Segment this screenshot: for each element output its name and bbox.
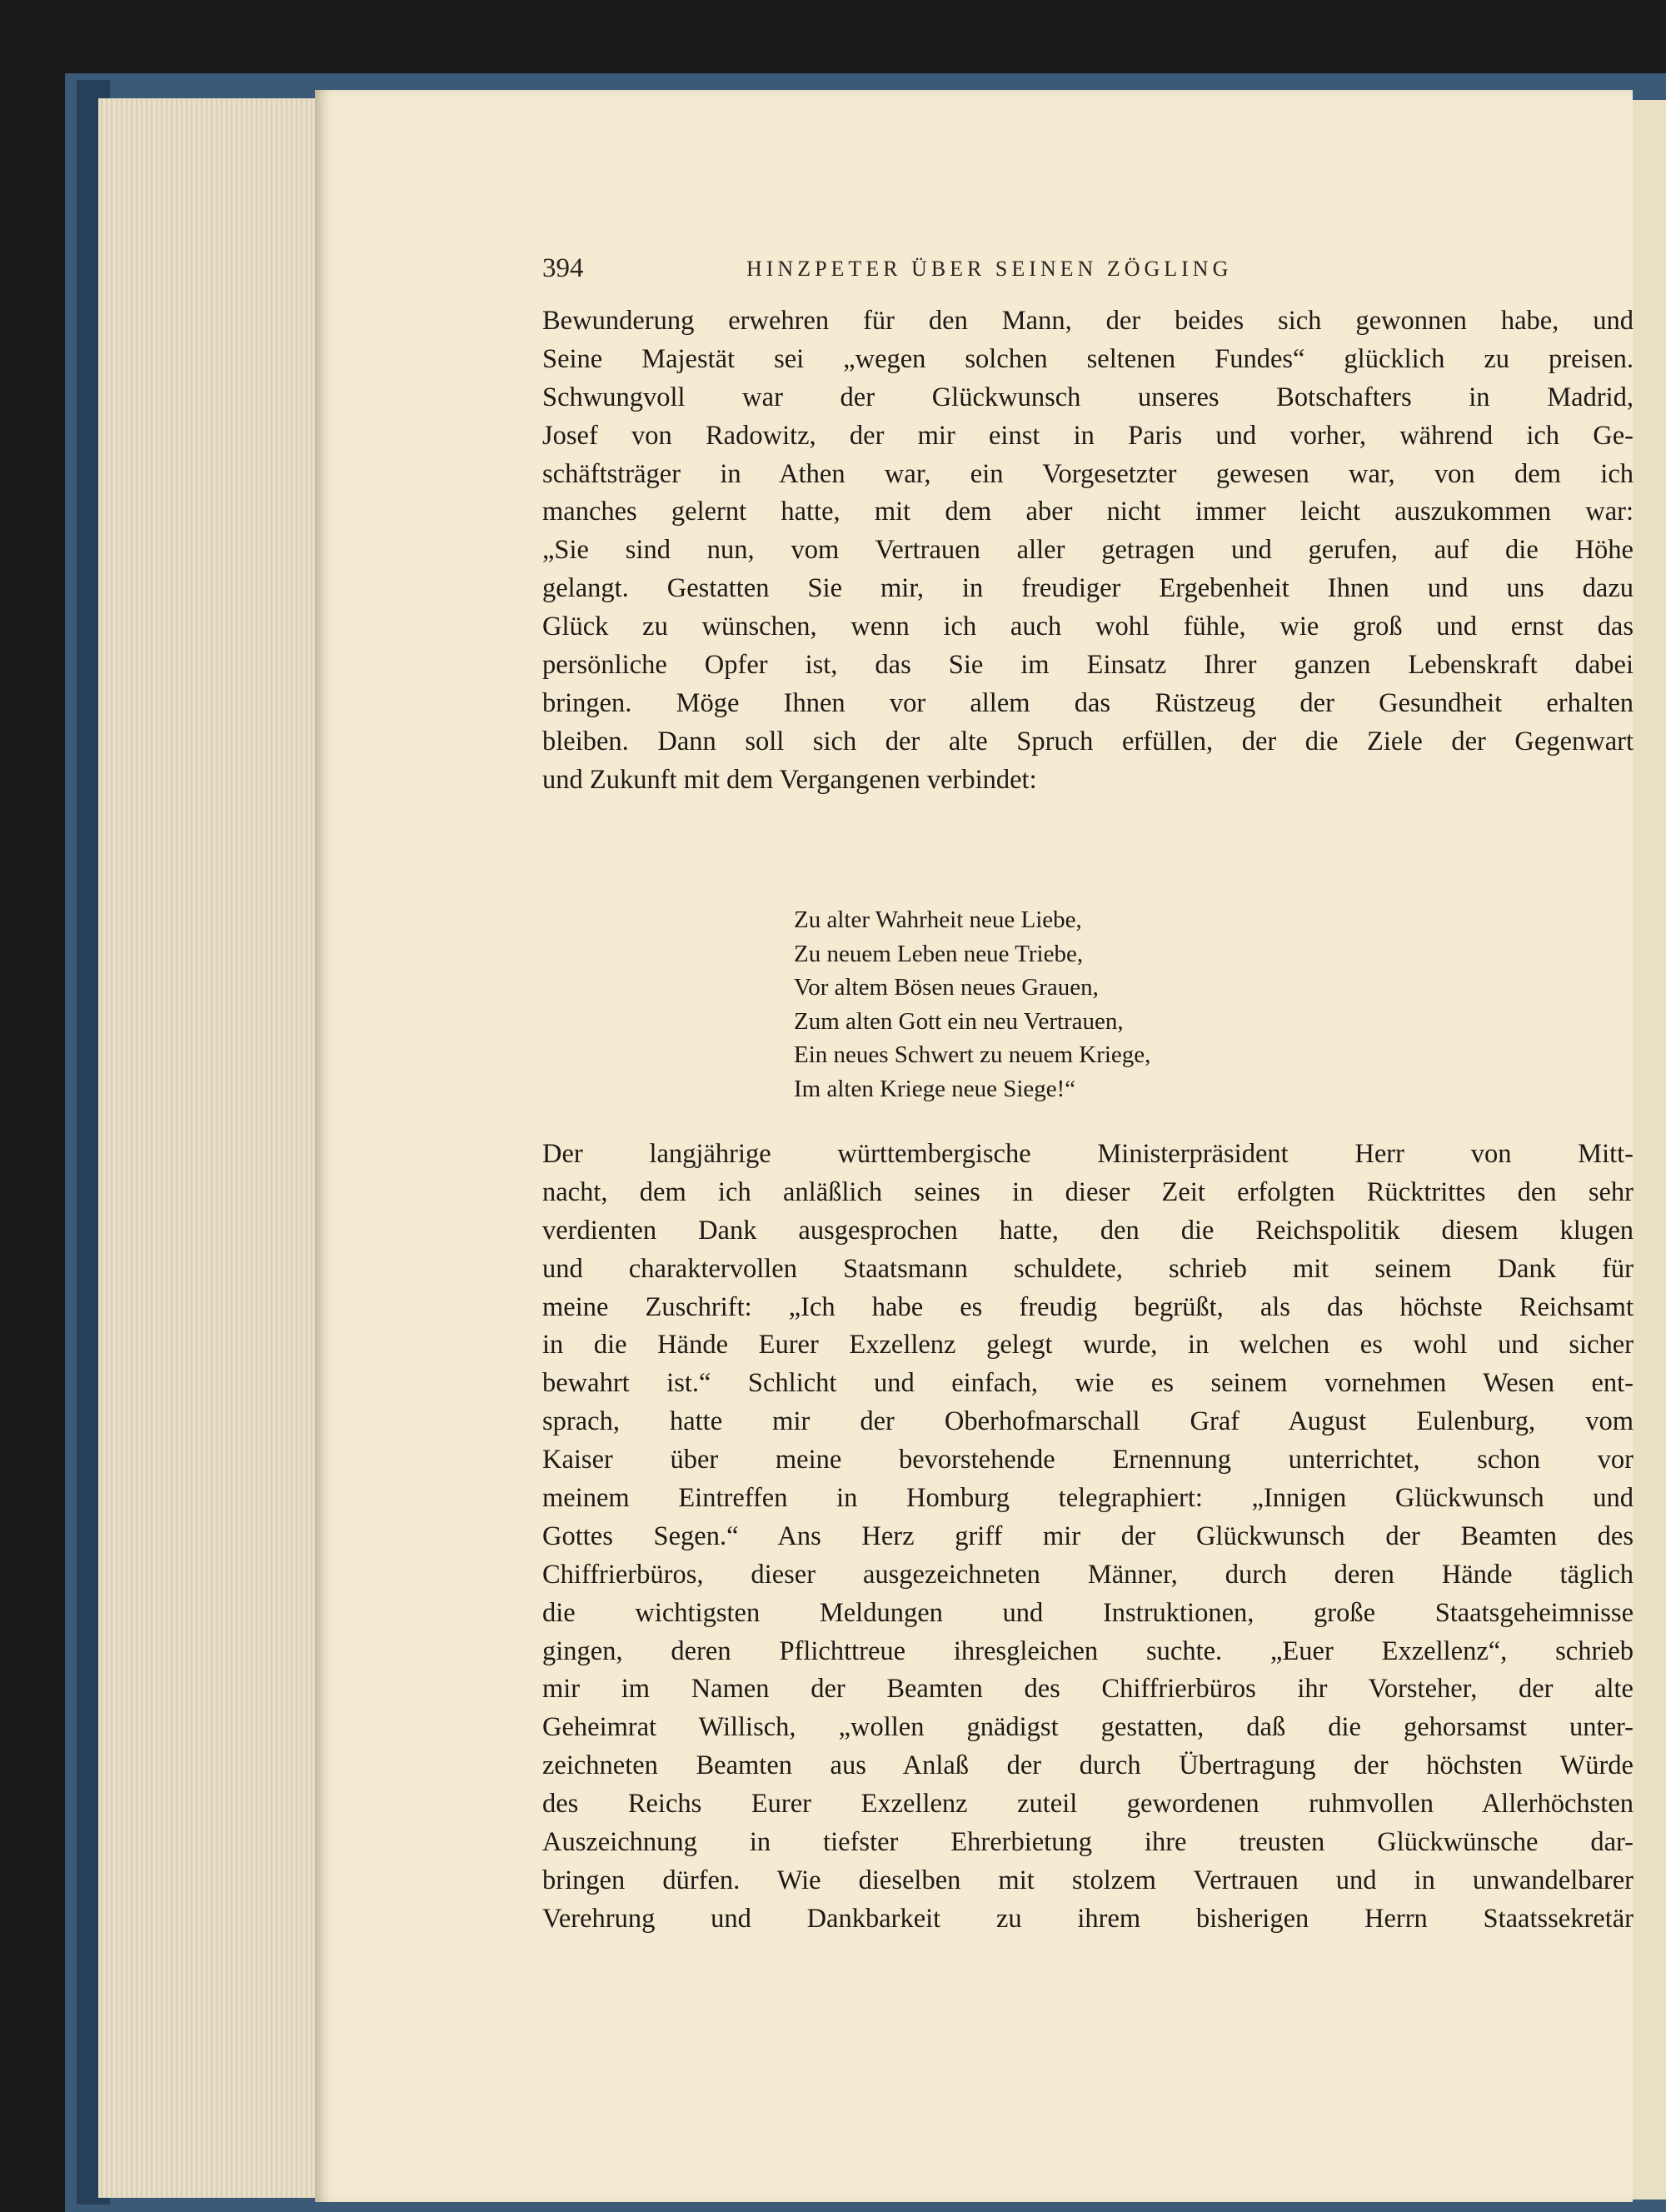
text-line: zeichneten Beamten aus Anlaß der durch Übertragung der höchsten Würde — [542, 1750, 1634, 1781]
running-title: HINZPETER ÜBER SEINEN ZÖGLING — [746, 257, 1233, 281]
text-line: verdienten Dank ausgesprochen hatte, den die Reichspolitik diesem klugen — [542, 1215, 1634, 1246]
facing-page-edge — [1633, 100, 1666, 2200]
running-head — [542, 253, 1634, 295]
text-line: Verehrung und Dankbarkeit zu ihrem bisherigen Herrn Staatssekretär — [542, 1903, 1634, 1934]
text-line: Gottes Segen.“ Ans Herz griff mir der Glückwunsch der Beamten des — [542, 1520, 1634, 1551]
text-line: nacht, dem ich anläßlich seines in dieser Zeit erfolgten Rücktrittes den sehr — [542, 1176, 1634, 1207]
text-line: Geheimrat Willisch, „wollen gnädigst gestatten, daß die gehorsamst unter- — [542, 1712, 1634, 1743]
verse-quote — [794, 903, 1427, 1106]
text-line: sprach, hatte mir der Oberhofmarschall Graf August Eulenburg, vom — [542, 1406, 1634, 1437]
text-line: Chiffrierbüros, dieser ausgezeichneten Männer, durch deren Hände täglich — [542, 1559, 1634, 1590]
text-line: und Zukunft mit dem Vergangenen verbindet: — [542, 764, 1037, 795]
page-stack-edge — [98, 98, 315, 2198]
verse-line: Zum alten Gott ein neu Vertrauen, — [794, 1007, 1124, 1035]
text-line: Seine Majestät sei „wegen solchen seltenen Fundes“ glücklich zu preisen. — [542, 343, 1634, 374]
text-line: gelangt. Gestatten Sie mir, in freudiger Ergebenheit Ihnen und uns dazu — [542, 573, 1634, 604]
text-line: mir im Namen der Beamten des Chiffrierbüros ihr Vorsteher, der alte — [542, 1674, 1634, 1705]
verse-line: Vor altem Bösen neues Grauen, — [794, 974, 1099, 1001]
paragraph-1 — [542, 302, 1634, 800]
text-line: „Sie sind nun, vom Vertrauen aller getragen und gerufen, auf die Höhe — [542, 535, 1634, 566]
text-line: bewahrt ist.“ Schlicht und einfach, wie es seinem vornehmen Wesen ent- — [542, 1368, 1634, 1399]
page-number: 394 — [542, 253, 584, 283]
text-line: und charaktervollen Staatsmann schuldete, schrieb mit seinem Dank für — [542, 1253, 1634, 1284]
text-line: bleiben. Dann soll sich der alte Spruch erfüllen, der die Ziele der Gegenwart — [542, 726, 1634, 756]
book-page — [315, 90, 1633, 2202]
verse-line: Im alten Kriege neue Siege!“ — [794, 1075, 1076, 1102]
text-line: in die Hände Eurer Exzellenz gelegt wurde, in welchen es wohl und sicher — [542, 1330, 1634, 1361]
text-line: bringen dürfen. Wie dieselben mit stolzem Vertrauen und in unwandelbarer — [542, 1865, 1634, 1895]
text-line: Kaiser über meine bevorstehende Ernennung unterrichtet, schon vor — [542, 1445, 1634, 1475]
text-line: meinem Eintreffen in Homburg telegraphiert: „Innigen Glückwunsch und — [542, 1483, 1634, 1514]
text-line: meine Zuschrift: „Ich habe es freudig begrüßt, als das höchste Reichsamt — [542, 1291, 1634, 1322]
text-line: Der langjährige württembergische Ministerpräsident Herr von Mitt- — [542, 1139, 1634, 1169]
text-line: die wichtigsten Meldungen und Instruktionen, große Staatsgeheimnisse — [542, 1597, 1634, 1628]
text-line: Josef von Radowitz, der mir einst in Paris und vorher, während ich Ge- — [542, 420, 1634, 451]
text-line: Glück zu wünschen, wenn ich auch wohl fühle, wie groß und ernst das — [542, 612, 1634, 642]
text-line: gingen, deren Pflichttreue ihresgleichen suchte. „Euer Exzellenz“, schrieb — [542, 1635, 1634, 1666]
text-line: Bewunderung erwehren für den Mann, der beides sich gewonnen habe, und — [542, 306, 1634, 336]
paragraph-2 — [542, 1136, 1634, 1939]
verse-line: Zu neuem Leben neue Triebe, — [794, 940, 1084, 967]
text-line: schäftsträger in Athen war, ein Vorgesetzter gewesen war, von dem ich — [542, 458, 1634, 489]
text-line: Schwungvoll war der Glückwunsch unseres Botschafters in Madrid, — [542, 382, 1634, 412]
verse-line: Ein neues Schwert zu neuem Kriege, — [794, 1041, 1151, 1068]
text-line: persönliche Opfer ist, das Sie im Einsatz Ihrer ganzen Lebenskraft dabei — [542, 650, 1634, 681]
text-line: des Reichs Eurer Exzellenz zuteil gewordenen ruhmvollen Allerhöchsten — [542, 1789, 1634, 1820]
text-line: manches gelernt hatte, mit dem aber nicht immer leicht auszukommen war: — [542, 497, 1634, 527]
text-line: bringen. Möge Ihnen vor allem das Rüstzeug der Gesundheit erhalten — [542, 687, 1634, 718]
text-line: Auszeichnung in tiefster Ehrerbietung ihre treusten Glückwünsche dar- — [542, 1827, 1634, 1858]
verse-line: Zu alter Wahrheit neue Liebe, — [794, 906, 1082, 933]
